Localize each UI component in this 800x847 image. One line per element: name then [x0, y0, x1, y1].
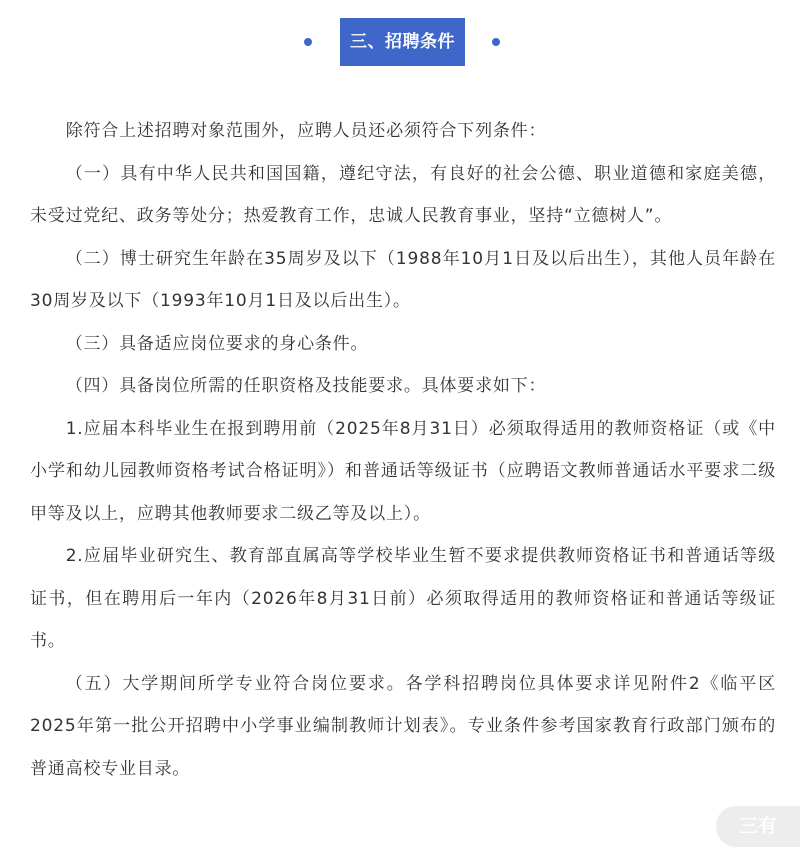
- watermark-badge: 三有: [716, 806, 800, 847]
- right-dot-decoration: [492, 38, 500, 46]
- paragraph-condition-5: （五）大学期间所学专业符合岗位要求。各学科招聘岗位具体要求详见附件2《临平区2025年第一批公开招聘中小学事业编制教师计划表》。专业条件参考国家教育行政部门颁布的普通高校专业目录。: [30, 673, 776, 779]
- section-title: 三、招聘条件: [340, 18, 465, 66]
- left-dot-decoration: [304, 38, 312, 46]
- paragraph-condition-4-item-1: 1.应届本科毕业生在报到聘用前（2025年8月31日）必须取得适用的教师资格证（或《中小学和幼儿园教师资格考试合格证明》）和普通话等级证书（应聘语文教师普通话水平要求二级甲等及以上，应聘其他教师要求二级乙等及以上）。: [30, 418, 776, 524]
- article-body: [30, 110, 776, 790]
- paragraph-condition-3: （三）具备适应岗位要求的身心条件。: [65, 333, 369, 354]
- paragraph-condition-1: （一）具有中华人民共和国国籍，遵纪守法，有良好的社会公德、职业道德和家庭美德，未受过党纪、政务等处分；热爱教育工作，忠诚人民教育事业，坚持“立德树人”。: [30, 163, 776, 226]
- paragraph-intro: 除符合上述招聘对象范围外，应聘人员还必须符合下列条件：: [65, 121, 547, 141]
- paragraph-condition-4-item-2: 2.应届毕业研究生、教育部直属高等学校毕业生暂不要求提供教师资格证书和普通话等级证书，但在聘用后一年内（2026年8月31日前）必须取得适用的教师资格证和普通话等级证书。: [30, 546, 776, 651]
- paragraph-condition-4: （四）具备岗位所需的任职资格及技能要求。具体要求如下：: [65, 376, 547, 396]
- paragraph-condition-2: （二）博士研究生年龄在35周岁及以下（1988年10月1日及以后出生），其他人员年龄在30周岁及以下（1993年10月1日及以后出生）。: [30, 248, 776, 311]
